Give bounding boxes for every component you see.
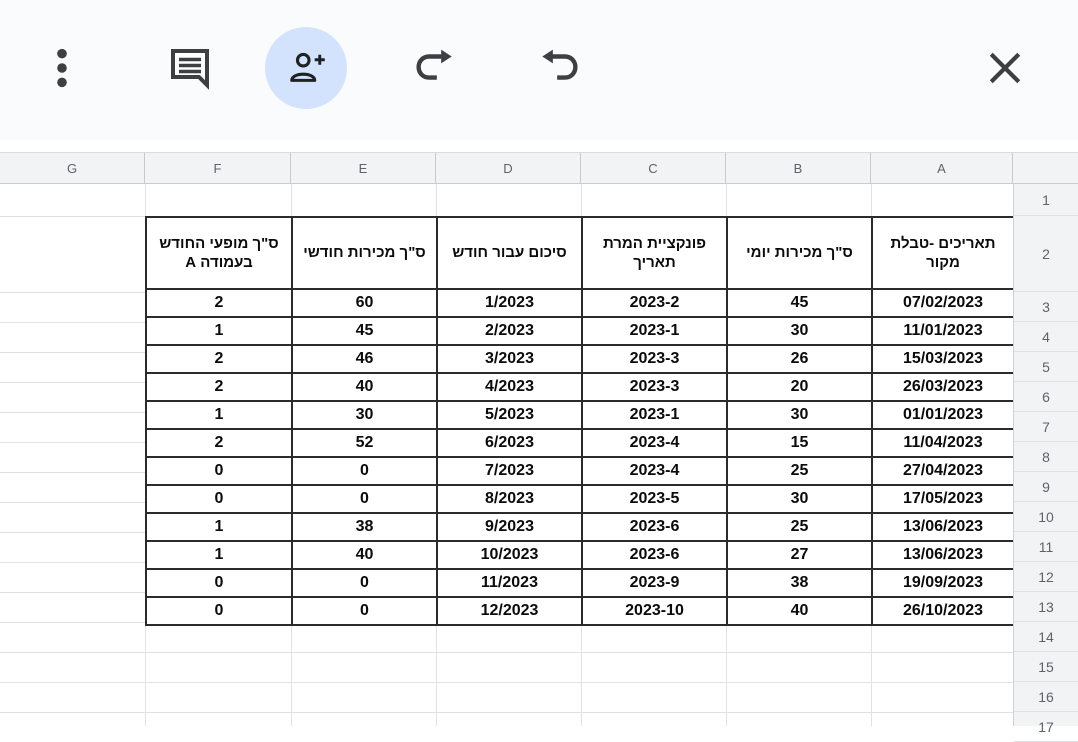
cell-B6[interactable]: 20: [727, 373, 872, 401]
table-row: [146, 345, 1014, 373]
table-row: [146, 289, 1014, 317]
header-cell-D[interactable]: סיכום עבור חודש: [437, 217, 582, 289]
cell-F4[interactable]: 1: [146, 317, 292, 345]
table-row: [146, 541, 1014, 569]
header-cell-B[interactable]: ס"ך מכירות יומי: [727, 217, 872, 289]
cell-E3[interactable]: 60: [292, 289, 437, 317]
cell-F8[interactable]: 2: [146, 429, 292, 457]
cell-F13[interactable]: 0: [146, 569, 292, 597]
cell-F10[interactable]: 0: [146, 485, 292, 513]
cell-A4[interactable]: 11/01/2023: [872, 317, 1014, 345]
cell-D3[interactable]: 1/2023: [437, 289, 582, 317]
cell-C12[interactable]: 2023-6: [582, 541, 727, 569]
cell-E7[interactable]: 30: [292, 401, 437, 429]
cell-D12[interactable]: 10/2023: [437, 541, 582, 569]
cell-F14[interactable]: 0: [146, 597, 292, 625]
cell-F11[interactable]: 1: [146, 513, 292, 541]
header-cell-F[interactable]: ס"ך מופעי החודש בעמודה A: [146, 217, 292, 289]
header-cell-E[interactable]: ס"ך מכירות חודשי: [292, 217, 437, 289]
cell-D9[interactable]: 7/2023: [437, 457, 582, 485]
comment-icon: [166, 44, 214, 92]
person-add-icon: [284, 46, 328, 90]
cell-E11[interactable]: 38: [292, 513, 437, 541]
cell-C9[interactable]: 2023-4: [582, 457, 727, 485]
corner-cell: [1013, 153, 1078, 183]
cell-B3[interactable]: 45: [727, 289, 872, 317]
column-header-A[interactable]: A: [871, 153, 1013, 183]
cell-A6[interactable]: 26/03/2023: [872, 373, 1014, 401]
cell-D8[interactable]: 6/2023: [437, 429, 582, 457]
cell-F5[interactable]: 2: [146, 345, 292, 373]
cell-C8[interactable]: 2023-4: [582, 429, 727, 457]
row-header-8[interactable]: 8: [1014, 442, 1078, 472]
column-header-B[interactable]: B: [726, 153, 871, 183]
cell-C7[interactable]: 2023-1: [582, 401, 727, 429]
cell-F12[interactable]: 1: [146, 541, 292, 569]
row-header-17[interactable]: 17: [1014, 712, 1078, 742]
cell-E5[interactable]: 46: [292, 345, 437, 373]
row-header-1[interactable]: 1: [1014, 184, 1078, 216]
data-table: [145, 216, 1015, 626]
cell-D6[interactable]: 4/2023: [437, 373, 582, 401]
column-header-F[interactable]: F: [145, 153, 291, 183]
column-header-G[interactable]: G: [0, 153, 145, 183]
cell-A8[interactable]: 11/04/2023: [872, 429, 1014, 457]
cell-D13[interactable]: 11/2023: [437, 569, 582, 597]
toolbar: [0, 0, 1078, 140]
row-header-6[interactable]: 6: [1014, 382, 1078, 412]
row-header-4[interactable]: 4: [1014, 322, 1078, 352]
table-row: [146, 513, 1014, 541]
cell-F6[interactable]: 2: [146, 373, 292, 401]
row-header-strip: [1013, 184, 1078, 735]
grid-line: [0, 652, 1013, 653]
column-header-E[interactable]: E: [291, 153, 436, 183]
row-header-15[interactable]: 15: [1014, 652, 1078, 682]
cell-C13[interactable]: 2023-9: [582, 569, 727, 597]
grid-line: [0, 712, 1013, 713]
cell-D7[interactable]: 5/2023: [437, 401, 582, 429]
cell-D11[interactable]: 9/2023: [437, 513, 582, 541]
cell-A5[interactable]: 15/03/2023: [872, 345, 1014, 373]
cell-D14[interactable]: 12/2023: [437, 597, 582, 625]
cell-C11[interactable]: 2023-6: [582, 513, 727, 541]
more-options-button[interactable]: [21, 27, 103, 109]
cell-B8[interactable]: 15: [727, 429, 872, 457]
cell-B5[interactable]: 26: [727, 345, 872, 373]
data-table-wrap: [145, 216, 1015, 626]
header-cell-A[interactable]: תאריכים -טבלת מקור: [872, 217, 1014, 289]
row-header-11[interactable]: 11: [1014, 532, 1078, 562]
cell-B9[interactable]: 25: [727, 457, 872, 485]
row-header-2[interactable]: 2: [1014, 216, 1078, 292]
cell-A9[interactable]: 27/04/2023: [872, 457, 1014, 485]
cell-E13[interactable]: 0: [292, 569, 437, 597]
cell-D5[interactable]: 3/2023: [437, 345, 582, 373]
cell-F9[interactable]: 0: [146, 457, 292, 485]
undo-button[interactable]: [520, 27, 602, 109]
cell-F7[interactable]: 1: [146, 401, 292, 429]
cell-C14[interactable]: 2023-10: [582, 597, 727, 625]
close-button[interactable]: [964, 27, 1046, 109]
cell-E14[interactable]: 0: [292, 597, 437, 625]
row-header-10[interactable]: 10: [1014, 502, 1078, 532]
cell-A13[interactable]: 19/09/2023: [872, 569, 1014, 597]
close-icon: [983, 46, 1027, 90]
table-row: [146, 485, 1014, 513]
cell-B13[interactable]: 38: [727, 569, 872, 597]
cell-E6[interactable]: 40: [292, 373, 437, 401]
cell-C10[interactable]: 2023-5: [582, 485, 727, 513]
cell-A7[interactable]: 01/01/2023: [872, 401, 1014, 429]
cell-B11[interactable]: 25: [727, 513, 872, 541]
redo-button[interactable]: [392, 27, 474, 109]
cell-E9[interactable]: 0: [292, 457, 437, 485]
cell-A14[interactable]: 26/10/2023: [872, 597, 1014, 625]
cell-B4[interactable]: 30: [727, 317, 872, 345]
cell-B7[interactable]: 30: [727, 401, 872, 429]
cell-E4[interactable]: 45: [292, 317, 437, 345]
cell-A3[interactable]: 07/02/2023: [872, 289, 1014, 317]
spreadsheet-grid: [0, 152, 1078, 735]
share-add-person-button[interactable]: [265, 27, 347, 109]
cell-B14[interactable]: 40: [727, 597, 872, 625]
cell-E10[interactable]: 0: [292, 485, 437, 513]
table-row: [146, 317, 1014, 345]
cell-C6[interactable]: 2023-3: [582, 373, 727, 401]
cell-A11[interactable]: 13/06/2023: [872, 513, 1014, 541]
cell-C4[interactable]: 2023-1: [582, 317, 727, 345]
cell-A10[interactable]: 17/05/2023: [872, 485, 1014, 513]
row-header-9[interactable]: 9: [1014, 472, 1078, 502]
cell-D4[interactable]: 2/2023: [437, 317, 582, 345]
cell-C3[interactable]: 2023-2: [582, 289, 727, 317]
row-header-13[interactable]: 13: [1014, 592, 1078, 622]
cell-C5[interactable]: 2023-3: [582, 345, 727, 373]
column-header-D[interactable]: D: [436, 153, 581, 183]
row-header-5[interactable]: 5: [1014, 352, 1078, 382]
cell-E12[interactable]: 40: [292, 541, 437, 569]
cell-B12[interactable]: 27: [727, 541, 872, 569]
table-header-row: [146, 217, 1014, 289]
undo-icon: [538, 45, 584, 91]
row-header-14[interactable]: 14: [1014, 622, 1078, 652]
cell-A12[interactable]: 13/06/2023: [872, 541, 1014, 569]
cell-D10[interactable]: 8/2023: [437, 485, 582, 513]
table-row: [146, 373, 1014, 401]
row-header-7[interactable]: 7: [1014, 412, 1078, 442]
cell-E8[interactable]: 52: [292, 429, 437, 457]
cell-B10[interactable]: 30: [727, 485, 872, 513]
cell-F3[interactable]: 2: [146, 289, 292, 317]
table-row: [146, 457, 1014, 485]
row-header-16[interactable]: 16: [1014, 682, 1078, 712]
table-row: [146, 429, 1014, 457]
table-row: [146, 597, 1014, 625]
redo-icon: [410, 45, 456, 91]
column-header-strip: [0, 152, 1078, 184]
table-row: [146, 401, 1014, 429]
row-header-12[interactable]: 12: [1014, 562, 1078, 592]
grid-line: [0, 682, 1013, 683]
row-header-3[interactable]: 3: [1014, 292, 1078, 322]
kebab-menu-icon: [39, 45, 85, 91]
column-header-C[interactable]: C: [581, 153, 726, 183]
header-cell-C[interactable]: פונקציית המרת תאריך: [582, 217, 727, 289]
table-row: [146, 569, 1014, 597]
comments-button[interactable]: [149, 27, 231, 109]
